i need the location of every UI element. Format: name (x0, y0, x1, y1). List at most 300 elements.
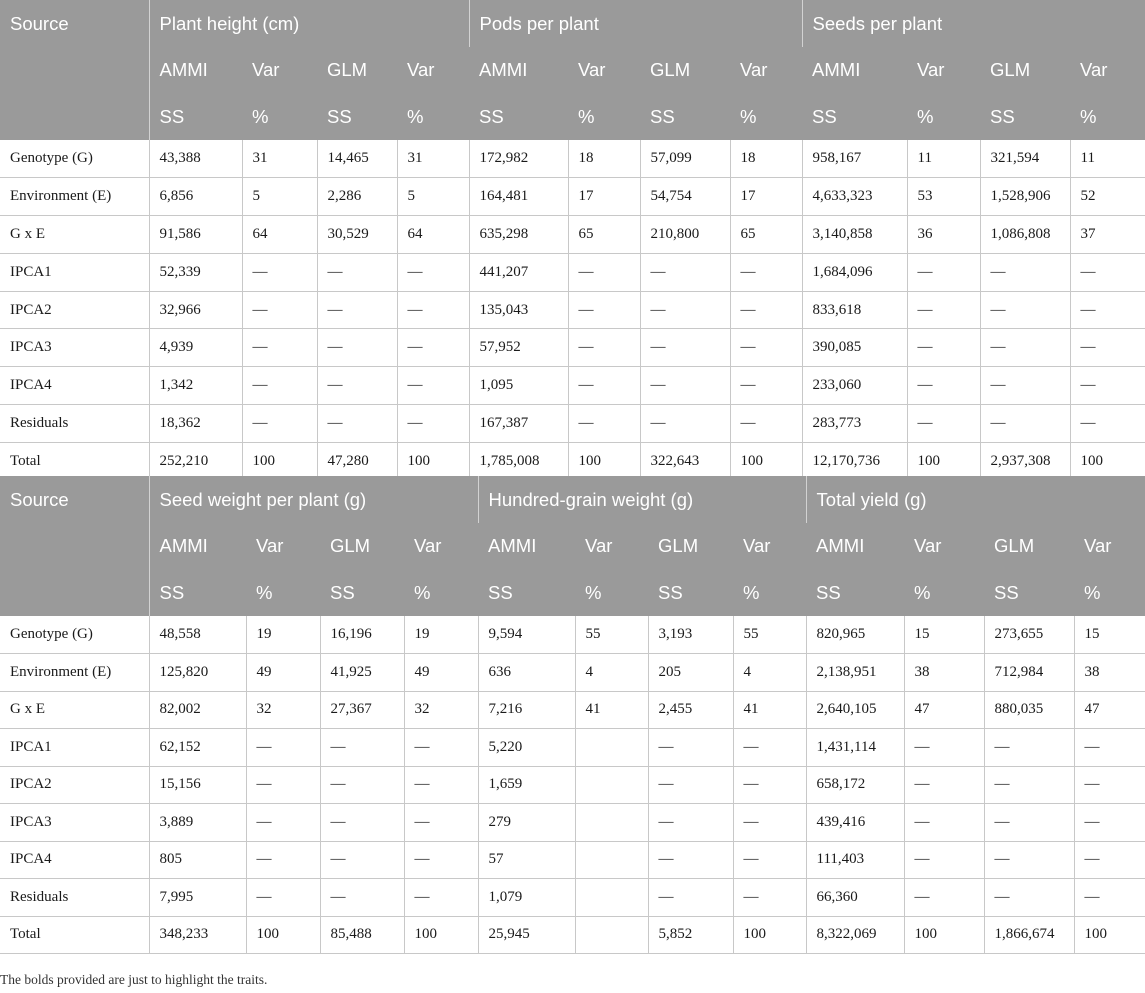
value-cell: — (404, 729, 478, 767)
subheader-cell: Var (1074, 523, 1145, 569)
value-cell: — (242, 253, 317, 291)
subheader-cell: % (404, 569, 478, 616)
value-cell: 55 (575, 616, 648, 654)
table-row (0, 405, 1145, 443)
value-cell: — (984, 729, 1074, 767)
table-row (0, 291, 1145, 329)
value-cell: 27,367 (320, 691, 404, 729)
value-cell: 805 (149, 841, 246, 879)
row-label-cell: Genotype (G) (0, 140, 149, 178)
subheader-cell: GLM (980, 47, 1070, 93)
value-cell: 441,207 (469, 253, 568, 291)
row-label-cell: IPCA2 (0, 766, 149, 804)
value-cell: 5,220 (478, 729, 575, 767)
value-cell: — (397, 367, 469, 405)
subheader-cell: % (904, 569, 984, 616)
value-cell: — (730, 367, 802, 405)
value-cell: — (733, 841, 806, 879)
value-cell: 252,210 (149, 442, 242, 480)
subheader-cell: % (568, 93, 640, 140)
value-cell: — (397, 329, 469, 367)
value-cell: — (640, 253, 730, 291)
value-cell: — (397, 405, 469, 443)
table-row (0, 253, 1145, 291)
value-cell: 36 (907, 216, 980, 254)
value-cell: — (648, 804, 733, 842)
value-cell: 18 (730, 140, 802, 178)
value-cell: 100 (904, 916, 984, 954)
value-cell: 1,866,674 (984, 916, 1074, 954)
anova-table-bottom (0, 476, 1145, 954)
value-cell: 16,196 (320, 616, 404, 654)
value-cell: 41 (575, 691, 648, 729)
value-cell: 100 (404, 916, 478, 954)
value-cell: 2,455 (648, 691, 733, 729)
row-label-cell: IPCA4 (0, 367, 149, 405)
value-cell: 3,889 (149, 804, 246, 842)
value-cell: 4,633,323 (802, 178, 907, 216)
table-row (0, 140, 1145, 178)
value-cell: 14,465 (317, 140, 397, 178)
row-label-cell: IPCA1 (0, 253, 149, 291)
value-cell: 283,773 (802, 405, 907, 443)
value-cell: 100 (730, 442, 802, 480)
value-cell: — (733, 804, 806, 842)
row-label-cell: Residuals (0, 405, 149, 443)
value-cell: — (320, 841, 404, 879)
value-cell: 5,852 (648, 916, 733, 954)
value-cell: 37 (1070, 216, 1145, 254)
value-cell: — (984, 841, 1074, 879)
subheader-cell: SS (149, 569, 246, 616)
table-row (0, 654, 1145, 692)
value-cell: 43,388 (149, 140, 242, 178)
row-label-cell: Environment (E) (0, 178, 149, 216)
value-cell: 65 (568, 216, 640, 254)
subheader-cell: SS (317, 93, 397, 140)
value-cell: 100 (568, 442, 640, 480)
value-cell: 100 (246, 916, 320, 954)
value-cell: — (984, 879, 1074, 917)
subheader-cell: GLM (648, 523, 733, 569)
value-cell: — (320, 729, 404, 767)
value-cell: 100 (242, 442, 317, 480)
value-cell: 15,156 (149, 766, 246, 804)
value-cell: — (733, 729, 806, 767)
value-cell: 3,140,858 (802, 216, 907, 254)
value-cell: 55 (733, 616, 806, 654)
value-cell: 53 (907, 178, 980, 216)
value-cell: 32 (246, 691, 320, 729)
value-cell: 38 (904, 654, 984, 692)
subheader-cell: AMMI (469, 47, 568, 93)
value-cell: 164,481 (469, 178, 568, 216)
value-cell: 2,138,951 (806, 654, 904, 692)
value-cell: 279 (478, 804, 575, 842)
value-cell: — (640, 329, 730, 367)
value-cell: 15 (904, 616, 984, 654)
subheader-cell: Var (397, 47, 469, 93)
row-label-cell: Environment (E) (0, 654, 149, 692)
value-cell: 32,966 (149, 291, 242, 329)
value-cell: 64 (397, 216, 469, 254)
table-row (0, 841, 1145, 879)
table-row (0, 216, 1145, 254)
value-cell: 167,387 (469, 405, 568, 443)
value-cell: 38 (1074, 654, 1145, 692)
value-cell: 100 (1070, 442, 1145, 480)
value-cell: 205 (648, 654, 733, 692)
value-cell: — (404, 879, 478, 917)
value-cell: 65 (730, 216, 802, 254)
value-cell: — (1074, 729, 1145, 767)
value-cell: — (242, 291, 317, 329)
subheader-cell: Var (575, 523, 648, 569)
value-cell: — (980, 367, 1070, 405)
value-cell: — (320, 804, 404, 842)
subheader-cell: SS (980, 93, 1070, 140)
value-cell: 1,342 (149, 367, 242, 405)
subheader-cell: % (733, 569, 806, 616)
value-cell: — (730, 253, 802, 291)
value-cell: — (317, 329, 397, 367)
value-cell: 135,043 (469, 291, 568, 329)
value-cell (575, 916, 648, 954)
value-cell: 880,035 (984, 691, 1074, 729)
table-row (0, 766, 1145, 804)
value-cell: 48,558 (149, 616, 246, 654)
value-cell: — (640, 367, 730, 405)
value-cell: 1,659 (478, 766, 575, 804)
group-header-row (0, 476, 1145, 523)
sub-header-row-1 (0, 523, 1145, 569)
subheader-cell: Var (568, 47, 640, 93)
subheader-cell: Var (404, 523, 478, 569)
table-body (0, 616, 1145, 954)
subheader-cell: SS (469, 93, 568, 140)
subheader-cell: Var (1070, 47, 1145, 93)
subheader-cell: % (246, 569, 320, 616)
subheader-cell: SS (802, 93, 907, 140)
value-cell: — (730, 405, 802, 443)
row-label-cell: Genotype (G) (0, 616, 149, 654)
subheader-cell: % (1074, 569, 1145, 616)
value-cell: 47 (1074, 691, 1145, 729)
value-cell: 1,079 (478, 879, 575, 917)
table-row (0, 691, 1145, 729)
value-cell: 100 (1074, 916, 1145, 954)
value-cell: — (320, 879, 404, 917)
value-cell: 712,984 (984, 654, 1074, 692)
value-cell: — (904, 804, 984, 842)
value-cell: 3,193 (648, 616, 733, 654)
source-header: Source (0, 0, 149, 140)
subheader-cell: % (397, 93, 469, 140)
value-cell: 100 (907, 442, 980, 480)
value-cell: — (242, 367, 317, 405)
subheader-cell: AMMI (806, 523, 904, 569)
value-cell: 49 (404, 654, 478, 692)
source-header: Source (0, 476, 149, 616)
value-cell: — (568, 329, 640, 367)
anova-table-top (0, 0, 1145, 481)
value-cell: 62,152 (149, 729, 246, 767)
value-cell: — (1074, 766, 1145, 804)
value-cell: 1,086,808 (980, 216, 1070, 254)
value-cell: 11 (907, 140, 980, 178)
value-cell: 47 (904, 691, 984, 729)
value-cell: — (317, 405, 397, 443)
subheader-cell: Var (733, 523, 806, 569)
value-cell: 233,060 (802, 367, 907, 405)
value-cell: — (242, 405, 317, 443)
value-cell: — (640, 291, 730, 329)
value-cell: — (640, 405, 730, 443)
value-cell: 57,952 (469, 329, 568, 367)
table-row (0, 616, 1145, 654)
value-cell: — (733, 879, 806, 917)
value-cell: — (648, 729, 733, 767)
value-cell: — (733, 766, 806, 804)
subheader-cell: Var (907, 47, 980, 93)
subheader-cell: GLM (317, 47, 397, 93)
value-cell: — (907, 291, 980, 329)
group-header-row (0, 0, 1145, 47)
value-cell: — (568, 367, 640, 405)
value-cell (575, 729, 648, 767)
value-cell (575, 841, 648, 879)
value-cell (575, 879, 648, 917)
value-cell: 19 (404, 616, 478, 654)
value-cell: 8,322,069 (806, 916, 904, 954)
row-label-cell: Total (0, 442, 149, 480)
table-row (0, 729, 1145, 767)
table-row (0, 442, 1145, 480)
value-cell: 66,360 (806, 879, 904, 917)
value-cell: — (568, 291, 640, 329)
value-cell: — (904, 879, 984, 917)
value-cell: 25,945 (478, 916, 575, 954)
value-cell: 41 (733, 691, 806, 729)
value-cell: 658,172 (806, 766, 904, 804)
value-cell: 958,167 (802, 140, 907, 178)
value-cell: — (568, 405, 640, 443)
value-cell: 52,339 (149, 253, 242, 291)
value-cell: — (246, 804, 320, 842)
value-cell: — (246, 879, 320, 917)
row-label-cell: G x E (0, 691, 149, 729)
subheader-cell: AMMI (478, 523, 575, 569)
trait-group-header: Seeds per plant (802, 0, 1145, 47)
subheader-cell: % (730, 93, 802, 140)
row-label-cell: IPCA3 (0, 804, 149, 842)
value-cell: 2,937,308 (980, 442, 1070, 480)
row-label-cell: Residuals (0, 879, 149, 917)
value-cell: — (1070, 291, 1145, 329)
value-cell: 54,754 (640, 178, 730, 216)
value-cell: 321,594 (980, 140, 1070, 178)
value-cell: — (317, 253, 397, 291)
value-cell: 30,529 (317, 216, 397, 254)
sub-header-row-2 (0, 569, 1145, 616)
value-cell: 31 (397, 140, 469, 178)
value-cell (575, 766, 648, 804)
value-cell: 1,785,008 (469, 442, 568, 480)
value-cell: — (907, 253, 980, 291)
value-cell: — (907, 367, 980, 405)
value-cell: — (980, 253, 1070, 291)
subheader-cell: SS (149, 93, 242, 140)
value-cell (575, 804, 648, 842)
value-cell: — (1074, 804, 1145, 842)
value-cell: 100 (733, 916, 806, 954)
value-cell: 1,684,096 (802, 253, 907, 291)
value-cell: — (980, 291, 1070, 329)
subheader-cell: % (242, 93, 317, 140)
value-cell: — (1070, 253, 1145, 291)
value-cell: — (1074, 879, 1145, 917)
value-cell: 100 (397, 442, 469, 480)
table-row (0, 367, 1145, 405)
value-cell: 7,216 (478, 691, 575, 729)
value-cell: 172,982 (469, 140, 568, 178)
subheader-cell: Var (242, 47, 317, 93)
subheader-cell: GLM (984, 523, 1074, 569)
value-cell: — (980, 329, 1070, 367)
row-label-cell: IPCA4 (0, 841, 149, 879)
value-cell: — (568, 253, 640, 291)
value-cell: 9,594 (478, 616, 575, 654)
table-row (0, 329, 1145, 367)
trait-group-header: Total yield (g) (806, 476, 1145, 523)
value-cell: — (904, 729, 984, 767)
trait-group-header: Hundred-grain weight (g) (478, 476, 806, 523)
subheader-cell: % (907, 93, 980, 140)
subheader-cell: % (1070, 93, 1145, 140)
value-cell: 91,586 (149, 216, 242, 254)
value-cell: — (404, 804, 478, 842)
subheader-cell: % (575, 569, 648, 616)
subheader-cell: AMMI (149, 47, 242, 93)
value-cell: 15 (1074, 616, 1145, 654)
value-cell: — (984, 766, 1074, 804)
value-cell: 1,095 (469, 367, 568, 405)
value-cell: — (317, 367, 397, 405)
value-cell: 2,640,105 (806, 691, 904, 729)
row-label-cell: IPCA2 (0, 291, 149, 329)
sub-header-row-2 (0, 93, 1145, 140)
subheader-cell: Var (730, 47, 802, 93)
value-cell: 635,298 (469, 216, 568, 254)
row-label-cell: Total (0, 916, 149, 954)
value-cell: 439,416 (806, 804, 904, 842)
value-cell: 19 (246, 616, 320, 654)
value-cell: 12,170,736 (802, 442, 907, 480)
subheader-cell: SS (806, 569, 904, 616)
value-cell: — (980, 405, 1070, 443)
value-cell: — (317, 291, 397, 329)
value-cell: 52 (1070, 178, 1145, 216)
value-cell: — (397, 253, 469, 291)
value-cell: — (648, 766, 733, 804)
value-cell: — (984, 804, 1074, 842)
value-cell: 636 (478, 654, 575, 692)
value-cell: 210,800 (640, 216, 730, 254)
value-cell: — (907, 329, 980, 367)
value-cell: — (246, 841, 320, 879)
value-cell: 57,099 (640, 140, 730, 178)
table-footnote: The bolds provided are just to highlight the traits. (0, 972, 268, 987)
value-cell: 18,362 (149, 405, 242, 443)
value-cell: — (907, 405, 980, 443)
subheader-cell: SS (320, 569, 404, 616)
value-cell: — (246, 729, 320, 767)
value-cell: 17 (730, 178, 802, 216)
row-label-cell: G x E (0, 216, 149, 254)
value-cell: 820,965 (806, 616, 904, 654)
value-cell: 18 (568, 140, 640, 178)
value-cell: — (397, 291, 469, 329)
subheader-cell: GLM (640, 47, 730, 93)
value-cell: 41,925 (320, 654, 404, 692)
table-row (0, 916, 1145, 954)
table-body (0, 140, 1145, 480)
value-cell: 390,085 (802, 329, 907, 367)
value-cell: 32 (404, 691, 478, 729)
subheader-cell: SS (984, 569, 1074, 616)
value-cell: 11 (1070, 140, 1145, 178)
value-cell: — (1074, 841, 1145, 879)
value-cell: 322,643 (640, 442, 730, 480)
value-cell: — (648, 879, 733, 917)
subheader-cell: AMMI (149, 523, 246, 569)
subheader-cell: Var (246, 523, 320, 569)
subheader-cell: SS (648, 569, 733, 616)
value-cell: 47,280 (317, 442, 397, 480)
value-cell: — (904, 766, 984, 804)
value-cell: — (1070, 405, 1145, 443)
subheader-cell: GLM (320, 523, 404, 569)
value-cell: — (730, 291, 802, 329)
value-cell: — (730, 329, 802, 367)
subheader-cell: Var (904, 523, 984, 569)
value-cell: 5 (242, 178, 317, 216)
value-cell: 4,939 (149, 329, 242, 367)
trait-group-header: Seed weight per plant (g) (149, 476, 478, 523)
value-cell: 348,233 (149, 916, 246, 954)
value-cell: — (1070, 367, 1145, 405)
value-cell: 1,528,906 (980, 178, 1070, 216)
sub-header-row-1 (0, 47, 1145, 93)
trait-group-header: Plant height (cm) (149, 0, 469, 47)
value-cell: 5 (397, 178, 469, 216)
value-cell: — (246, 766, 320, 804)
value-cell: — (320, 766, 404, 804)
row-label-cell: IPCA1 (0, 729, 149, 767)
value-cell: 4 (575, 654, 648, 692)
subheader-cell: AMMI (802, 47, 907, 93)
value-cell: — (242, 329, 317, 367)
table-row (0, 178, 1145, 216)
value-cell: — (904, 841, 984, 879)
value-cell: 31 (242, 140, 317, 178)
value-cell: — (1070, 329, 1145, 367)
value-cell: 4 (733, 654, 806, 692)
value-cell: — (404, 841, 478, 879)
row-label-cell: IPCA3 (0, 329, 149, 367)
value-cell: 2,286 (317, 178, 397, 216)
value-cell: 49 (246, 654, 320, 692)
